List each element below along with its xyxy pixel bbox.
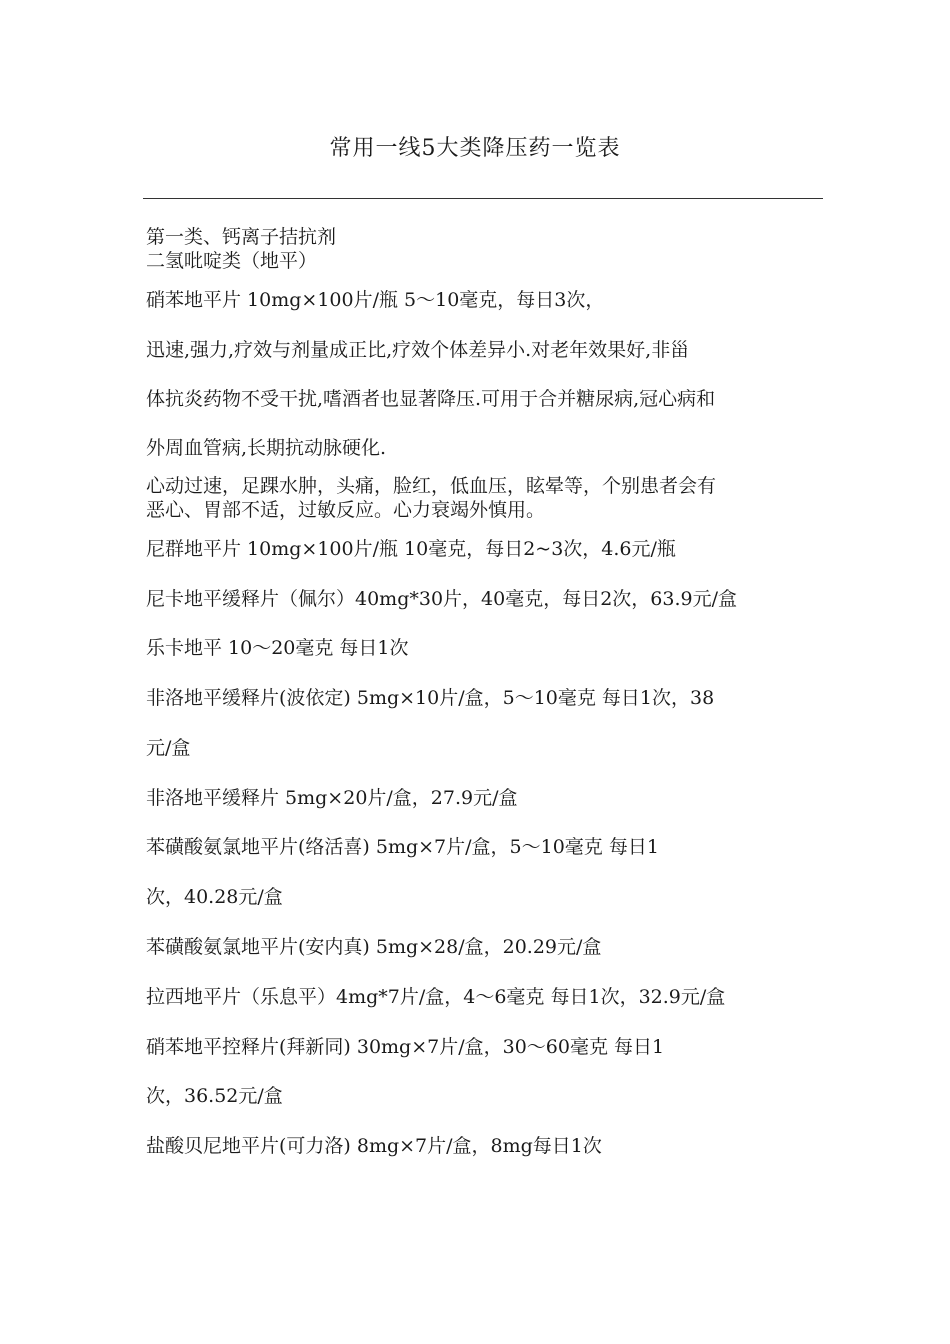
text-line: 体抗炎药物不受干扰,嗜酒者也显著降压.可用于合并糖尿病,冠心病和	[146, 388, 716, 410]
text-line: 拉西地平片（乐息平）4mg*7片/盒，4～6毫克 每日1次，32.9元/盒	[146, 986, 726, 1008]
document-title: 常用一线5大类降压药一览表	[329, 136, 621, 161]
text-line: 恶心、胃部不适，过敏反应。心力衰竭外慎用。	[146, 499, 546, 521]
text-line: 迅速,强力,疗效与剂量成正比,疗效个体差异小.对老年效果好,非甾	[146, 339, 690, 361]
text-line: 硝苯地平控释片(拜新同) 30mg×7片/盒，30～60毫克 每日1	[146, 1036, 665, 1058]
text-line: 非洛地平缓释片(波依定) 5mg×10片/盒，5～10毫克 每日1次，38	[146, 687, 715, 709]
text-line: 盐酸贝尼地平片(可力洛) 8mg×7片/盒，8mg每日1次	[146, 1135, 602, 1157]
text-line: 尼卡地平缓释片（佩尔）40mg*30片，40毫克，每日2次，63.9元/盒	[146, 588, 738, 610]
text-line: 尼群地平片 10mg×100片/瓶 10毫克，每日2~3次，4.6元/瓶	[146, 538, 676, 560]
text-line: 苯磺酸氨氯地平片(安内真) 5mg×28/盒，20.29元/盒	[146, 936, 602, 958]
text-line: 次，40.28元/盒	[146, 886, 283, 908]
text-line: 乐卡地平 10～20毫克 每日1次	[146, 637, 409, 659]
text-line: 外周血管病,长期抗动脉硬化.	[146, 437, 387, 459]
text-line: 硝苯地平片 10mg×100片/瓶 5～10毫克，每日3次，	[146, 289, 605, 311]
text-line: 次，36.52元/盒	[146, 1085, 283, 1107]
text-line: 苯磺酸氨氯地平片(络活喜) 5mg×7片/盒，5～10毫克 每日1	[146, 836, 659, 858]
section-heading: 第一类、钙离子拮抗剂	[146, 226, 337, 248]
text-line: 元/盒	[146, 737, 191, 759]
text-line: 心动过速，足踝水肿，头痛，脸红，低血压，眩晕等，个别患者会有	[146, 475, 717, 497]
subsection-heading: 二氢吡啶类（地平）	[146, 250, 318, 272]
title-divider	[143, 198, 823, 199]
text-line: 非洛地平缓释片 5mg×20片/盒，27.9元/盒	[146, 787, 518, 809]
